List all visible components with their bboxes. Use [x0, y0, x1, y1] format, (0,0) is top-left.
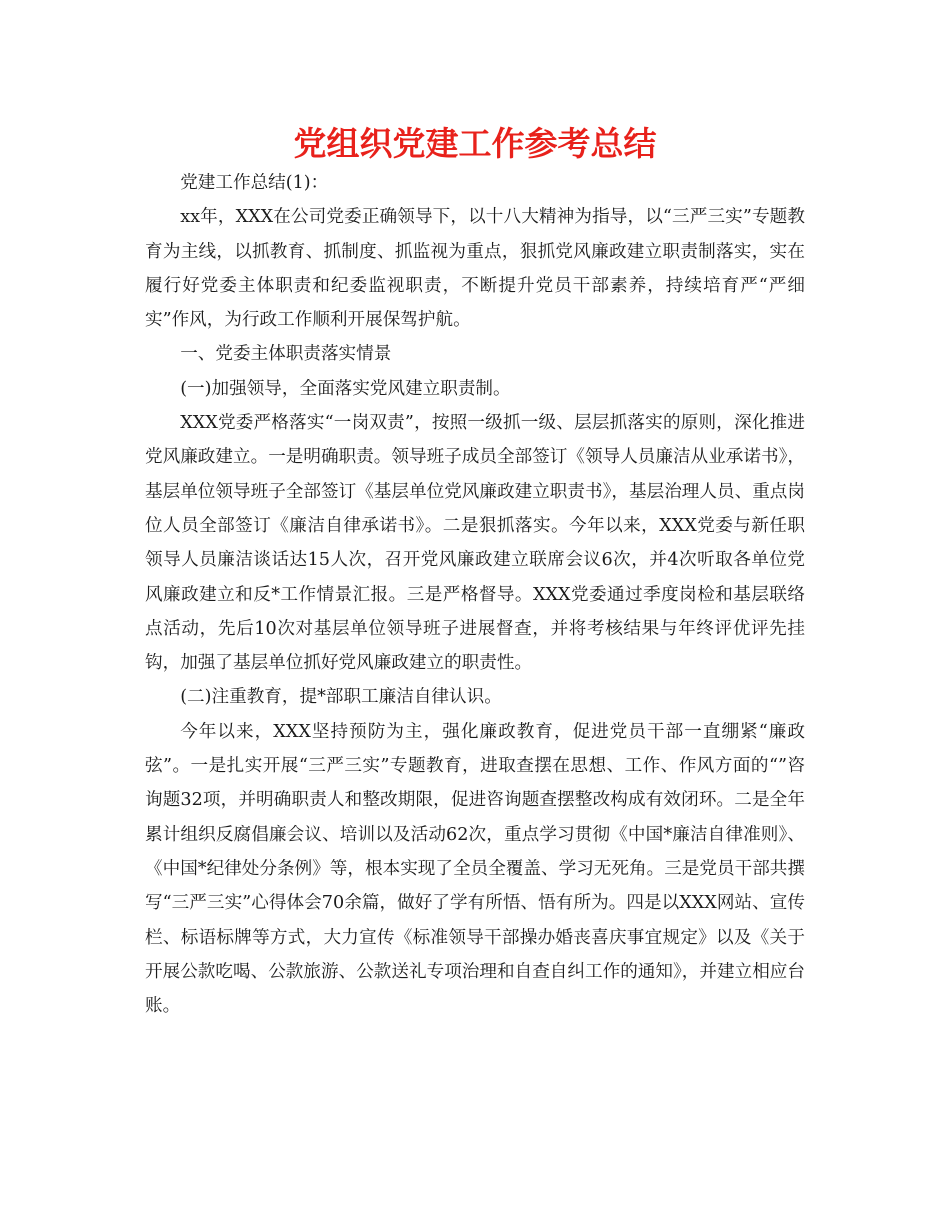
document-title: 党组织党建工作参考总结 — [293, 124, 657, 163]
paragraph-section-label: 党建工作总结(1)： — [180, 173, 329, 193]
document-body — [145, 166, 805, 1023]
paragraph-intro: xx年，XXX在公司党委正确领导下，以十八大精神为指导，以“三严三实”专题教育为主线，以抓教育、抓制度、抓监视为重点，狠抓党风廉政建立职责制落实，实在履行好党委主体职责和纪委监视职责，不断提升党员干部素养，持续培育严“严细实”作风，为行政工作顺利开展保驾护航。 — [145, 207, 805, 331]
paragraph-subsection-2: 今年以来，XXX坚持预防为主，强化廉政教育，促进党员干部一直绷紧“廉政弦”。一是扎实开展“三严三实”专题教育，进取查摆在思想、工作、作风方面的“”咨询题32项，并明确职责人和整改期限，促进咨询题查摆整改构成有效闭环。二是全年累计组织反腐倡廉会议、培训以及活动62次，重点学习贯彻《中国*廉洁自律准则》、《中国*纪律处分条例》等，根本实现了全员全覆盖、学习无死角。三是党员干部共撰写“三严三实”心得体会70余篇，做好了学有所悟、悟有所为。四是以XXX网站、宣传栏、标语标牌等方式，大力宣传《标准领导干部操办婚丧喜庆事宜规定》以及《关于开展公款吃喝、公款旅游、公款送礼专项治理和自查自纠工作的通知》，并建立相应台账。 — [145, 721, 805, 1017]
paragraph-subsection-1: XXX党委严格落实“一岗双责”，按照一级抓一级、层层抓落实的原则，深化推进党风廉政建立。一是明确职责。领导班子成员全部签订《领导人员廉洁从业承诺书》，基层单位领导班子全部签订《基层单位党风廉政建立职责书》，基层治理人员、重点岗位人员全部签订《廉洁自律承诺书》。二是狠抓落实。今年以来，XXX党委与新任职领导人员廉洁谈话达15人次，召开党风廉政建立联席会议6次，并4次听取各单位党风廉政建立和反*工作情景汇报。三是严格督导。XXX党委通过季度岗检和基层联络点活动，先后10次对基层单位领导班子进展督查，并将考核结果与年终评优评先挂钩，加强了基层单位抓好党风廉政建立的职责性。 — [145, 413, 805, 674]
heading-section-1: 一、党委主体职责落实情景 — [180, 344, 392, 365]
heading-subsection-1: (一)加强领导，全面落实党风建立职责制。 — [180, 378, 511, 399]
heading-subsection-2: (二)注重教育，提*部职工廉洁自律认识。 — [180, 687, 502, 708]
